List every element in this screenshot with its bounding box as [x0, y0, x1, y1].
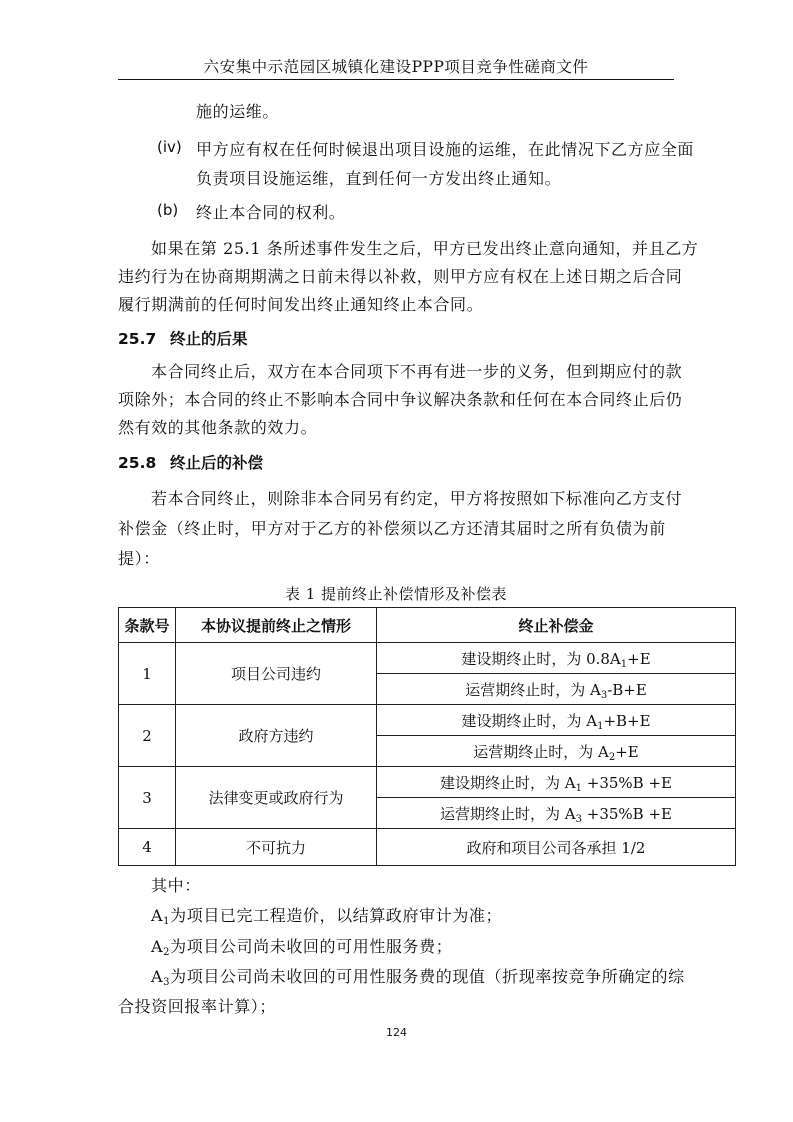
- section-number: 25.8: [118, 454, 157, 472]
- compensation-cell: 建设期终止时，为 $A_1 +35\%B +E$: [377, 767, 736, 798]
- termination-paragraph-line3: 履行期满前的任何时间发出终止通知终止本合同。: [118, 295, 484, 314]
- compensation-table: [118, 607, 736, 866]
- header-rule: [118, 79, 674, 80]
- notes-intro: 其中：: [151, 876, 201, 895]
- section-heading-25-8: [118, 451, 263, 473]
- top-fragment: 施的运维。: [196, 102, 280, 121]
- compensation-cell: 运营期终止时，为 $A_2+E$: [377, 736, 736, 767]
- table-row: [119, 643, 736, 674]
- item-iv-line1: 甲方应有权在任何时候退出项目设施的运维，在此情况下乙方应全面: [196, 140, 695, 159]
- compensation-cell: 运营期终止时，为 $A_3-B+E$: [377, 674, 736, 705]
- clause-number: 3: [119, 767, 176, 829]
- consequence-paragraph-line2: 项除外；本合同的终止不影响本合同中争议解决条款和任何在本合同终止后仍: [118, 390, 683, 409]
- consequence-paragraph-line1: 本合同终止后，双方在本合同项下不再有进一步的义务，但到期应付的款: [151, 362, 683, 381]
- table-row: [119, 705, 736, 736]
- item-iv-marker: (iv): [157, 138, 182, 156]
- note-a3-line1: $A_3$为项目公司尚未收回的可用性服务费的现值（折现率按竞争所确定的综: [151, 967, 685, 988]
- consequence-paragraph-line3: 然有效的其他条款的效力。: [118, 418, 318, 437]
- termination-case: 法律变更或政府行为: [176, 767, 377, 829]
- table-header-row: [119, 608, 736, 643]
- termination-paragraph-line2: 违约行为在协商期期满之日前未得以补救，则甲方应有权在上述日期之后合同: [118, 267, 683, 286]
- table-row: [119, 829, 736, 866]
- section-number: 25.7: [118, 330, 157, 348]
- item-iv-line2: 负责项目设施运维，直到任何一方发出终止通知。: [196, 169, 562, 188]
- document-header: 六安集中示范园区城镇化建设PPP项目竞争性磋商文件: [203, 58, 589, 76]
- item-b-text: 终止本合同的权利。: [196, 203, 346, 222]
- header-clause-no: 条款号: [119, 608, 176, 643]
- compensation-paragraph-line3: 提）：: [118, 549, 160, 568]
- clause-number: 1: [119, 643, 176, 705]
- clause-number: 4: [119, 829, 176, 866]
- compensation-paragraph-line1: 若本合同终止，则除非本合同另有约定，甲方将按照如下标准向乙方支付: [151, 489, 683, 508]
- compensation-paragraph-line2: 补偿金（终止时，甲方对于乙方的补偿须以乙方还清其届时之所有负债为前: [118, 519, 666, 538]
- section-title: 终止后的补偿: [170, 454, 264, 472]
- termination-case: 不可抗力: [176, 829, 377, 866]
- header-termination-case: 本协议提前终止之情形: [176, 608, 377, 643]
- termination-case: 政府方违约: [176, 705, 377, 767]
- item-b-marker: (b): [157, 201, 179, 219]
- section-heading-25-7: [118, 327, 248, 349]
- section-title: 终止的后果: [170, 330, 248, 348]
- page-number: 124: [386, 1026, 407, 1039]
- header-compensation: 终止补偿金: [377, 608, 736, 643]
- note-a3-line2: 合投资回报率计算）；: [118, 997, 277, 1016]
- table-row: [119, 767, 736, 798]
- termination-case: 项目公司违约: [176, 643, 377, 705]
- clause-number: 2: [119, 705, 176, 767]
- compensation-cell: 运营期终止时，为 $A_3 +35\%B +E$: [377, 798, 736, 829]
- compensation-cell: 政府和项目公司各承担 1/2: [377, 829, 736, 866]
- note-a2: $A_2$为项目公司尚未收回的可用性服务费；: [151, 937, 453, 958]
- compensation-cell: 建设期终止时，为 $0.8A_1+E$: [377, 643, 736, 674]
- compensation-cell: 建设期终止时，为 $A_1+B+E$: [377, 705, 736, 736]
- table-caption: 表 1 提前终止补偿情形及补偿表: [284, 585, 508, 603]
- note-a1: $A_1$为项目已完工程造价，以结算政府审计为准；: [151, 906, 503, 927]
- termination-paragraph-line1: 如果在第 25.1 条所述事件发生之后，甲方已发出终止意向通知，并且乙方: [151, 239, 699, 258]
